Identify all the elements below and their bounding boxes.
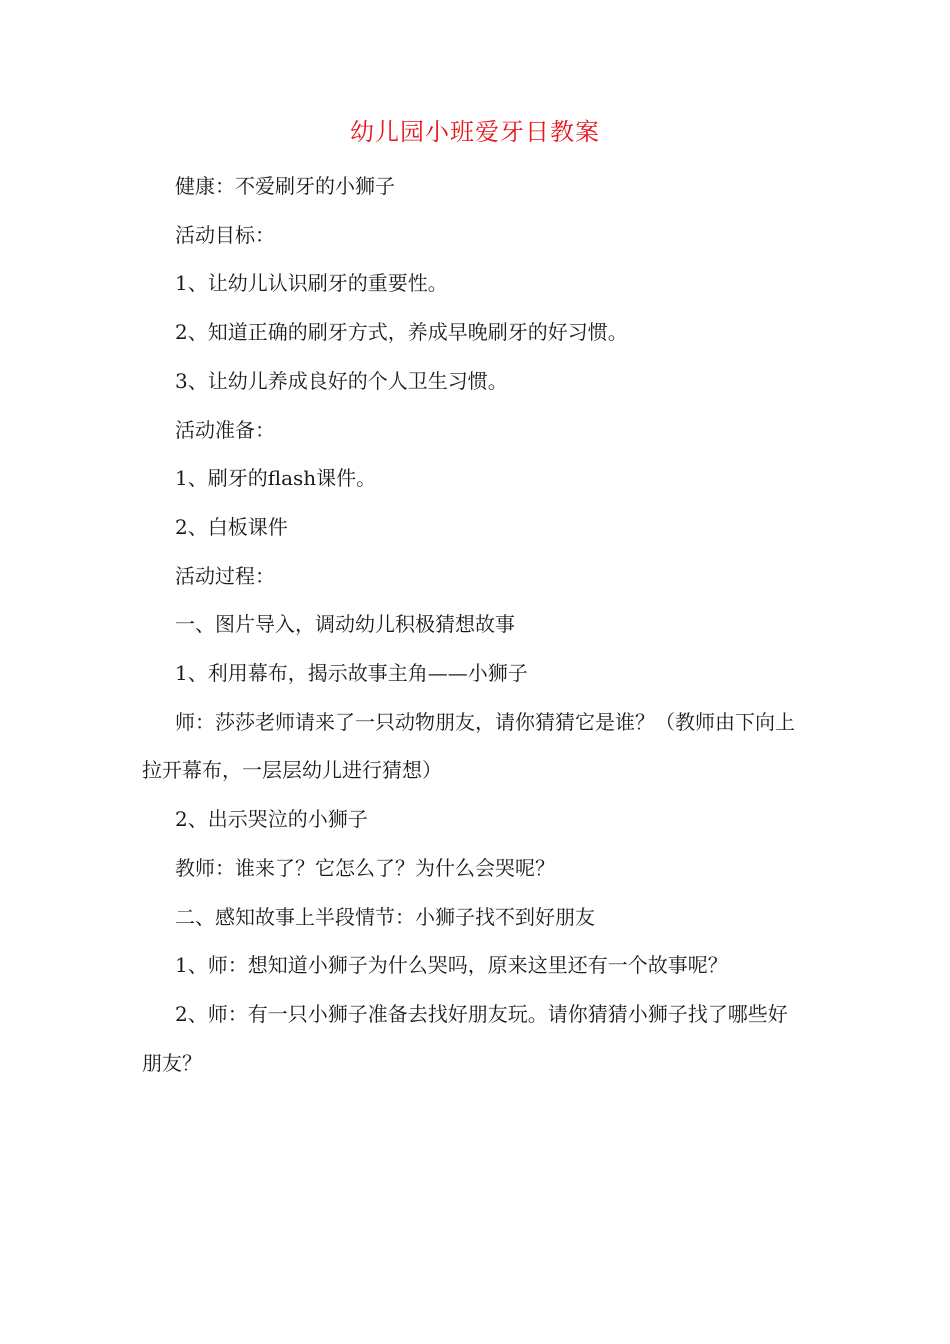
paragraph-process-heading: 活动过程： bbox=[175, 563, 275, 588]
document-body bbox=[142, 162, 807, 1087]
paragraph-section-2: 二、感知故事上半段情节：小狮子找不到好朋友 bbox=[175, 904, 595, 929]
paragraph-preparation-heading: 活动准备： bbox=[175, 417, 275, 442]
paragraph-goal-2: 2、知道正确的刷牙方式，养成早晚刷牙的好习惯。 bbox=[175, 320, 628, 345]
paragraph-step-1-2: 2、出示哭泣的小狮子 bbox=[175, 807, 368, 832]
paragraph-preparation-2: 2、白板课件 bbox=[175, 514, 288, 539]
paragraph-goal-1: 1、让幼儿认识刷牙的重要性。 bbox=[175, 271, 448, 296]
paragraph-goals-heading: 活动目标： bbox=[175, 222, 275, 247]
document-title: 幼儿园小班爱牙日教案 bbox=[350, 118, 600, 146]
paragraph-section-1: 一、图片导入，调动幼儿积极猜想故事 bbox=[175, 612, 515, 637]
paragraph-health-topic: 健康：不爱刷牙的小狮子 bbox=[175, 174, 395, 198]
paragraph-goal-3: 3、让幼儿养成良好的个人卫生习惯。 bbox=[175, 368, 508, 393]
paragraph-teacher-question-2: 教师：谁来了？它怎么了？为什么会哭呢？ bbox=[175, 855, 555, 880]
paragraph-teacher-question-1: 师：莎莎老师请来了一只动物朋友，请你猜猜它是谁？（教师由下向上拉开幕布，一层层幼儿进行猜想） bbox=[142, 709, 795, 783]
paragraph-step-1-1: 1、利用幕布，揭示故事主角——小狮子 bbox=[175, 661, 528, 686]
paragraph-step-2-2: 2、师：有一只小狮子准备去找好朋友玩。请你猜猜小狮子找了哪些好朋友？ bbox=[142, 1001, 788, 1075]
paragraph-preparation-1: 1、刷牙的flash课件。 bbox=[175, 466, 377, 491]
paragraph-step-2-1: 1、师：想知道小狮子为什么哭吗，原来这里还有一个故事呢？ bbox=[175, 953, 728, 978]
